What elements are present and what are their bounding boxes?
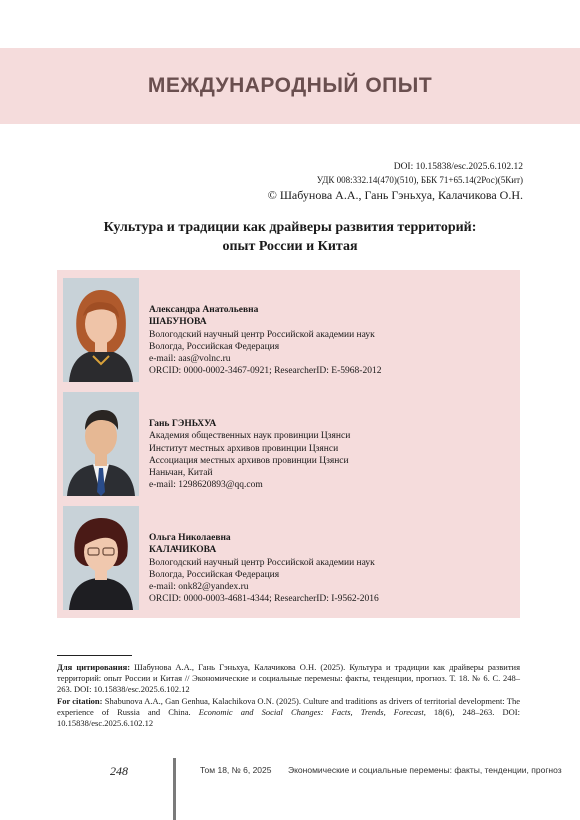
author-name: Гань ГЭНЬХУА — [149, 419, 217, 429]
article-title-line-2: опыт России и Китая — [222, 239, 358, 254]
author-info-shabunova — [149, 304, 381, 378]
article-title — [40, 218, 540, 256]
author-affiliation: Академия общественных наук провинции Цзянси — [149, 431, 351, 442]
author-email[interactable]: e-mail: onk82@yandex.ru — [149, 582, 249, 593]
author-surname: КАЛАЧИКОВА — [149, 545, 217, 556]
citation-ru-label: Для цитирования: — [57, 662, 131, 672]
author-orcid: ORCID: 0000-0002-3467-0921; ResearcherID: E-5968-2012 — [149, 366, 382, 377]
authors-box — [57, 270, 520, 618]
author-first-name: Ольга Николаевна — [149, 533, 231, 543]
udk-code: УДК 008:332.14(470)(510), ББК 71+65.14(2Рос)(5Кит) — [316, 175, 523, 185]
doi[interactable]: DOI: 10.15838/esc.2025.6.102.12 — [393, 162, 523, 172]
author-photo-kalachikova — [63, 506, 139, 610]
author-email[interactable]: e-mail: 1298620893@qq.com — [149, 480, 263, 491]
citation-en-journal: Economic and Social Changes: Facts, Trends, Forecast — [198, 707, 424, 717]
author-photo-shabunova — [63, 278, 139, 382]
author-affiliation: Вологодский научный центр Российской академии наук — [149, 557, 375, 568]
footer-divider — [173, 758, 176, 820]
section-title: МЕЖДУНАРОДНЫЙ ОПЫТ — [147, 74, 433, 97]
section-banner — [0, 48, 580, 124]
article-title-line-1: Культура и традиции как драйверы развития территорий: — [103, 220, 477, 235]
citation-en — [57, 696, 520, 729]
citation-en-text: Shabunova A.A., Gan Genhua, Kalachikova O.N. (2025). Culture and traditions as drivers of territorial development: The experience of Russia and China. — [57, 696, 520, 717]
author-photo-gan — [63, 392, 139, 496]
author-first-name: Александра Анатольевна — [149, 305, 259, 315]
author-info-gan — [149, 418, 350, 492]
citation-en-label: For citation: — [57, 696, 103, 706]
citation-ru — [57, 662, 520, 695]
author-location: Вологда, Российская Федерация — [149, 341, 280, 352]
footnote-rule — [57, 655, 132, 656]
citation-ru-text: Шабунова А.А., Гань Гэньхуа, Калачикова О.Н. (2025). Культура и традиции как драйверы развития территорий: опыт России и Китая // Экономические и социальные перемены: факты, тенденции, прогноз. Т. 18. № 6. С. 248–263. DOI: 10.15838/esc.2025.6.102.12 — [57, 662, 520, 694]
page-number: 248 — [110, 764, 128, 778]
footer-issue: Том 18, № 6, 2025 — [200, 765, 272, 775]
author-email[interactable]: e-mail: aas@volnc.ru — [149, 354, 231, 365]
copyright: © Шабунова А.А., Гань Гэньхуа, Калачикова О.Н. — [267, 188, 523, 202]
author-surname: ШАБУНОВА — [149, 317, 207, 328]
footer-journal: Экономические и социальные перемены: факты, тенденции, прогноз — [288, 765, 562, 775]
citation-en-text-end: , 18(6), 248–263. DOI: 10.15838/esc.2025.6.102.12 — [57, 707, 520, 728]
author-affiliation: Ассоциация местных архивов провинции Цзянси — [149, 455, 349, 466]
author-info-kalachikova — [149, 532, 379, 606]
author-affiliation: Институт местных архивов провинции Цзянси — [149, 443, 339, 454]
author-location: Вологда, Российская Федерация — [149, 569, 280, 580]
author-location: Наньчан, Китай — [149, 468, 213, 479]
author-orcid: ORCID: 0000-0003-4681-4344; ResearcherID: I-9562-2016 — [149, 594, 379, 605]
author-affiliation: Вологодский научный центр Российской академии наук — [149, 329, 375, 340]
